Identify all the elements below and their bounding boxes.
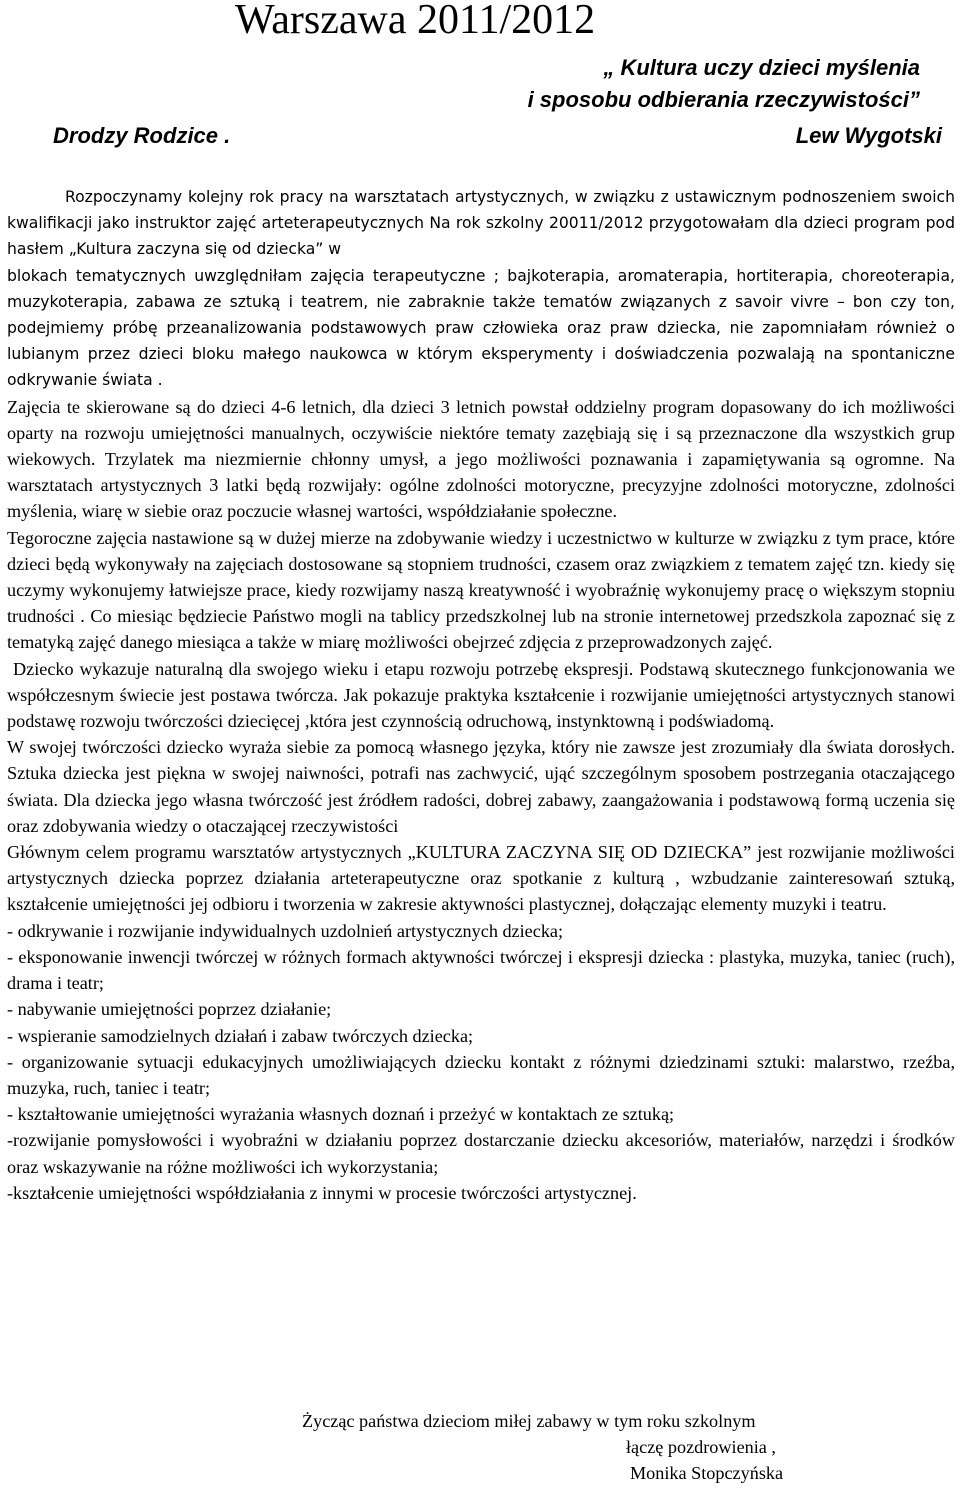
list-item: - eksponowanie inwencji twórczej w różnych formach aktywności twórczej i ekspresji dziecka : plastyka, muzyka, taniec (ruch), drama i teatr; <box>7 946 955 994</box>
paragraph-program-goal: Głównym celem programu warsztatów artystycznych „KULTURA ZACZYNA SIĘ OD DZIECKA” jest rozwijanie możliwości artystycznych dziecka poprzez działania arteterapeutyczne oraz spotkanie z kulturą , wzbudzanie zainteresowań sztuką, kształcenie umiejętności jej odbioru i tworzenia w zakresie aktywności plastycznej, dołączając elementy muzyki i teatru. <box>7 842 955 915</box>
quote-author: Lew Wygotski <box>795 123 942 148</box>
paragraph-intro: Rozpoczynamy kolejny rok pracy na warsztatach artystycznych, w związku z ustawicznym podnoszeniem swoich kwalifikacji jako instruktor zajęć arteterapeutycznych Na rok szkolny 20011/2012 przygotowałam dla dzieci program pod hasłem „Kultura zaczyna się od dziecka” w <box>7 188 955 259</box>
quote-line-2: i sposobu odbierania rzeczywistości” <box>527 87 920 112</box>
list-item: - nabywanie umiejętności poprzez działanie; <box>7 999 332 1020</box>
list-item: - odkrywanie i rozwijanie indywidualnych uzdolnień artystycznych dziecka; <box>7 920 564 941</box>
epigraph-quote <box>528 52 920 116</box>
list-item: - kształtowanie umiejętności wyrażania własnych doznań i przeżyć w kontaktach ze sztuką; <box>7 1104 675 1125</box>
paragraph-creativity: W swojej twórczości dziecko wyraża siebie za pomocą własnego języka, który nie zawsze jest zrozumiały dla świata dorosłych. Sztuka dziecka jest piękna w swojej naiwności, potrafi nas zachwycić, ująć szczególnym sposobem postrzegania otaczającego świata. Dla dziecka jego własna twórczość jest źródłem radości, dobrej zabawy, zaangażowania i podstawową formą uczenia się oraz zdobywania wiedzy o otaczającej rzeczywistości <box>7 737 955 836</box>
intro-block <box>7 184 955 394</box>
list-item: - organizowanie sytuacji edukacyjnych umożliwiających dziecku kontakt z różnymi dziedzinami sztuki: malarstwo, rzeźba, muzyka, ruch, taniec i teatr; <box>7 1051 955 1098</box>
paragraph-age-groups: Zajęcia te skierowane są do dzieci 4-6 letnich, dla dzieci 3 letnich powstał oddzielny program dopasowany do ich możliwości oparty na rozwoju umiejętności manualnych, oczywiście niektóre tematy zazębiają się i są przeznaczone dla wszystkich grup wiekowych. Trzylatek ma niezmiernie chłonny umysł, a jego możliwości poznawania i zapamiętywania są ogromne. Na warsztatach artystycznych 3 latki będą rozwijały: ogólne zdolności motoryczne, precyzyjne zdolności motoryczne, zdolności myślenia, wiarę w siebie oraz poczucie własnej wartości, współdziałanie społeczne. <box>7 396 955 522</box>
list-item: -kształcenie umiejętności współdziałania z innymi w procesie twórczości artystycznej. <box>7 1182 637 1203</box>
list-item: -rozwijanie pomysłowości i wyobraźni w działaniu poprzez dostarczanie dziecku akcesoriów, materiałów, narzędzi i środków oraz wskazywanie na różne możliwości ich wykorzystania; <box>7 1130 955 1177</box>
closing-regards: łączę pozdrowienia , <box>626 1437 776 1457</box>
paragraph-expression: Dziecko wykazuje naturalną dla swojego wieku i etapu rozwoju potrzebę ekspresji. Podstawą skutecznego funkcjonowania we współczesnym świecie jest postawa twórcza. Jak pokazuje praktyka kształcenie i rozwijanie umiejętności artystycznych stanowi podstawę rozwoju twórczości dziecięcej ,która jest czynnością odruchową, instynktowną i podświadomą. <box>7 658 955 732</box>
goals-list <box>7 918 955 1206</box>
quote-line-1: „ Kultura uczy dzieci myślenia <box>603 55 920 80</box>
closing-wish: Życząc państwa dzieciom miłej zabawy w tym roku szkolnym <box>302 1411 756 1431</box>
paragraph-intro-continued: blokach tematycznych uwzględniłam zajęcia terapeutyczne ; bajkoterapia, aromaterapia, hortiterapia, choreoterapia, muzykoterapia, zabawa ze sztuką i teatrem, nie zabraknie także tematów związanych z savoir vivre – bon czy ton, podejmiemy próbę przeanalizowania podstawowych praw człowieka oraz praw dziecka, nie zapomniałam również o lubianym przez dzieci bloku małego naukowca w którym eksperymenty i doświadczenia pozwalają na spontaniczne odkrywanie świata . <box>7 266 955 390</box>
page-title: Warszawa 2011/2012 <box>235 0 596 43</box>
signature: Monika Stopczyńska <box>630 1463 784 1483</box>
list-item: - wspieranie samodzielnych działań i zabaw twórczych dziecka; <box>7 1025 474 1046</box>
letter-body <box>7 184 955 1206</box>
salutation: Drodzy Rodzice . <box>53 123 231 148</box>
paragraph-this-year: Tegoroczne zajęcia nastawione są w dużej mierze na zdobywanie wiedzy i uczestnictwo w kulturze w związku z tym prace, które dzieci będą wykonywały na zajęciach dostosowane są stopniem trudności, czasem oraz związkiem z tematem zajęć tzn. kiedy się uczymy wykonujemy łatwiejsze prace, kiedy rozwijamy naszą kreatywność i wyobraźnię wykonujemy pracę o większym stopniu trudności . Co miesiąc będziecie Państwo mogli na tablicy przedszkolnej lub na stronie internetowej przedszkola zapoznać się z tematyką zajęć danego miesiąca a także w miarę możliwości obejrzeć zdjęcia z przeprowadzonych zajęć. <box>7 527 955 653</box>
